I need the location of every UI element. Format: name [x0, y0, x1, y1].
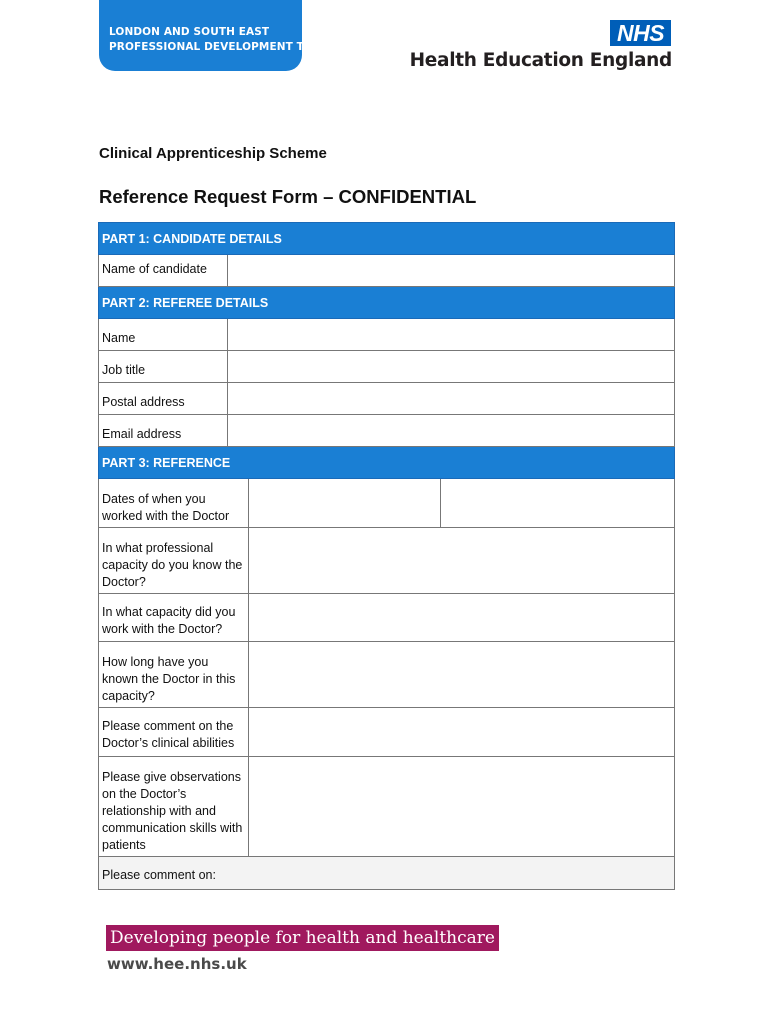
dates-worked-to-field[interactable]: [441, 479, 675, 528]
known-duration-field[interactable]: [249, 642, 675, 708]
referee-job-title-label: Job title: [99, 351, 228, 383]
known-duration-label: How long have you known the Doctor in this capacity?: [99, 642, 249, 708]
team-badge: [99, 0, 330, 71]
referee-name-field[interactable]: [228, 319, 675, 351]
reference-form-table: [98, 222, 675, 890]
referee-email-field[interactable]: [228, 415, 675, 447]
known-duration-row: [99, 642, 675, 708]
candidate-name-row: [99, 255, 675, 287]
team-line-2: PROFESSIONAL DEVELOPMENT TEAM: [109, 41, 330, 53]
work-capacity-field[interactable]: [249, 594, 675, 642]
website-link[interactable]: www.hee.nhs.uk: [107, 955, 247, 973]
part1-header-row: [99, 223, 675, 255]
referee-postal-address-field[interactable]: [228, 383, 675, 415]
referee-job-title-row: [99, 351, 675, 383]
patient-relationship-field[interactable]: [249, 757, 675, 857]
organisation-name: Health Education England: [409, 50, 672, 71]
clinical-abilities-field[interactable]: [249, 708, 675, 757]
referee-job-title-field[interactable]: [228, 351, 675, 383]
patient-relationship-label: Please give observations on the Doctor’s relationship with and communication skills with patients: [99, 757, 249, 857]
candidate-name-field[interactable]: [228, 255, 675, 287]
referee-name-row: [99, 319, 675, 351]
team-line-1: LONDON AND SOUTH EAST: [109, 26, 270, 38]
clinical-abilities-row: [99, 708, 675, 757]
part2-header-row: [99, 287, 675, 319]
referee-postal-address-label: Postal address: [99, 383, 228, 415]
referee-postal-address-row: [99, 383, 675, 415]
part3-heading: PART 3: REFERENCE: [99, 447, 675, 479]
professional-capacity-field[interactable]: [249, 528, 675, 594]
work-capacity-row: [99, 594, 675, 642]
part1-heading: PART 1: CANDIDATE DETAILS: [99, 223, 675, 255]
candidate-name-label: Name of candidate: [99, 255, 228, 287]
part2-heading: PART 2: REFEREE DETAILS: [99, 287, 675, 319]
professional-capacity-label: In what professional capacity do you know the Doctor?: [99, 528, 249, 594]
please-comment-row: [99, 857, 675, 890]
scheme-title: Clinical Apprenticeship Scheme: [99, 145, 327, 162]
part3-header-row: [99, 447, 675, 479]
nhs-logo: NHS: [610, 20, 671, 46]
referee-email-row: [99, 415, 675, 447]
patient-relationship-row: [99, 757, 675, 857]
dates-worked-label: Dates of when you worked with the Doctor: [99, 479, 249, 528]
dates-worked-from-field[interactable]: [249, 479, 441, 528]
professional-capacity-row: [99, 528, 675, 594]
please-comment-label: Please comment on:: [99, 857, 675, 890]
referee-name-label: Name: [99, 319, 228, 351]
dates-worked-row: [99, 479, 675, 528]
strapline-banner: Developing people for health and healthcare: [106, 925, 499, 951]
work-capacity-label: In what capacity did you work with the Doctor?: [99, 594, 249, 642]
referee-email-label: Email address: [99, 415, 228, 447]
clinical-abilities-label: Please comment on the Doctor’s clinical abilities: [99, 708, 249, 757]
form-title: Reference Request Form – CONFIDENTIAL: [99, 186, 477, 207]
